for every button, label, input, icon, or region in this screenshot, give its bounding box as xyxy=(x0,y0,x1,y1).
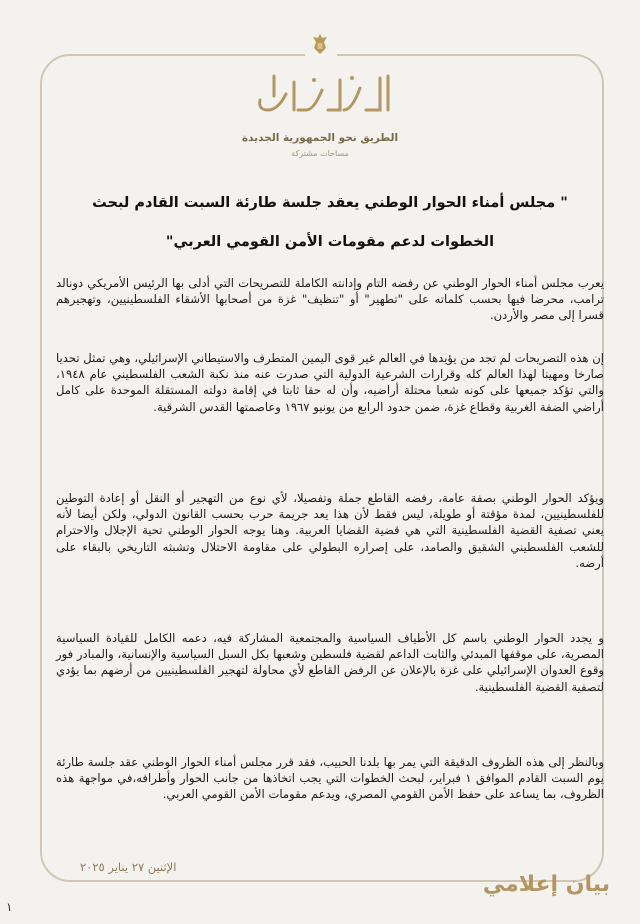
paragraph: يعرب مجلس أمناء الحوار الوطني عن رفضه التام وإدانته الكاملة للتصريحات التي أدلى بها الرئيس الأمريكي دونالد ترامب، محرضا فيها بحسب كلماته على "تطهير" أو "تنظيف" غزة من أصحابها الأشقاء الفلسطينيين، وتهجيرهم قسرا إلى مصر والأردن. xyxy=(56,276,604,323)
paragraph: وبالنظر إلى هذه الظروف الدقيقة التي يمر بها بلدنا الحبيب، فقد قرر مجلس أمناء الحوار الوطني عقد جلسة طارئة يوم السبت القادم الموافق ١ فبراير، لبحث الخطوات التي يجب اتخاذها من جانب الحوار وأطرافه،في مواجهة هذه الظروف، بما يساعد على حفظ الأمن القومي المصري، ويدعم مقومات الأمن القومي العربي. xyxy=(56,755,604,802)
egypt-eagle-icon xyxy=(311,33,329,55)
paragraph: و يجدد الحوار الوطني باسم كل الأطياف السياسية والمجتمعية المشاركة فيه، دعمه الكامل للقيادة السياسية المصرية، على موقفها المبدئي والثابت الداعم لقضية فلسطين وشعبها بكل السبل السياسية والإنسانية، والمبادر فور وقوع العدوان الإسرائيلي على غزة بالإعلان عن الرفض القاطع لأي محاولة لتهجير الفلسطينيين من أرضهم بما يؤدي لتصفية القضية الفلسطينية. xyxy=(56,631,604,694)
subtagline: مساحات مشتركة xyxy=(291,149,349,158)
paragraph: إن هذه التصريحات لم تجد من يؤيدها في العالم غير قوى اليمين المتطرف والاستيطاني الإسرائيلي، وهي تمثل تحديا صارخا ومهينا لهذا العالم كله وقرارات الشرعية الدولية التي صدرت عنه منذ نكبة الشعب الفلسطيني عام ١٩٤٨، والتي تؤكد جميعها على كونه شعبا محتلة أراضيه، وأن له حقا ثابتا في إقامة دولته المستقلة الموحدة على كامل أراضي الضفة الغربية وقطاع غزة، ضمن حدود الرابع من يونيو ١٩٦٧ وعاصمتها القدس الشرقية. xyxy=(56,351,604,414)
headline-line-1: " مجلس أمناء الحوار الوطني يعقد جلسة طارئة السبت القادم لبحث xyxy=(92,195,568,211)
tagline: الطريق نحو الجمهورية الجديدة xyxy=(241,132,399,144)
headline-line-2: الخطوات لدعم مقومات الأمن القومي العربي" xyxy=(165,234,495,250)
press-release-title: بيان إعلامي xyxy=(482,872,610,897)
paragraph: ويؤكد الحوار الوطني بصفة عامة، رفضه القاطع جملة وتفصيلا، لأي نوع من التهجير أو النقل أو إعادة التوطين للفلسطينيين، لمدة مؤقتة أو طويلة، ليس فقط لأن هذا يعد جريمة حرب بحسب القانون الدولي، ولكن أيضا لأنه يعني تصفية القضية الفلسطينية التي هي قضية القضايا العربية. وهنا يوجه الحوار الوطني تحية الإجلال والاحترام للشعب الفلسطيني الشقيق والصامد، على إصراره البطولي على مقاومة الاحتلال وتشبثه التاريخي بالبقاء على أرضه. xyxy=(56,491,604,570)
publish-date: الإثنين ٢٧ يناير ٢٠٢٥ xyxy=(80,860,177,874)
page-number: ١ xyxy=(6,900,13,914)
